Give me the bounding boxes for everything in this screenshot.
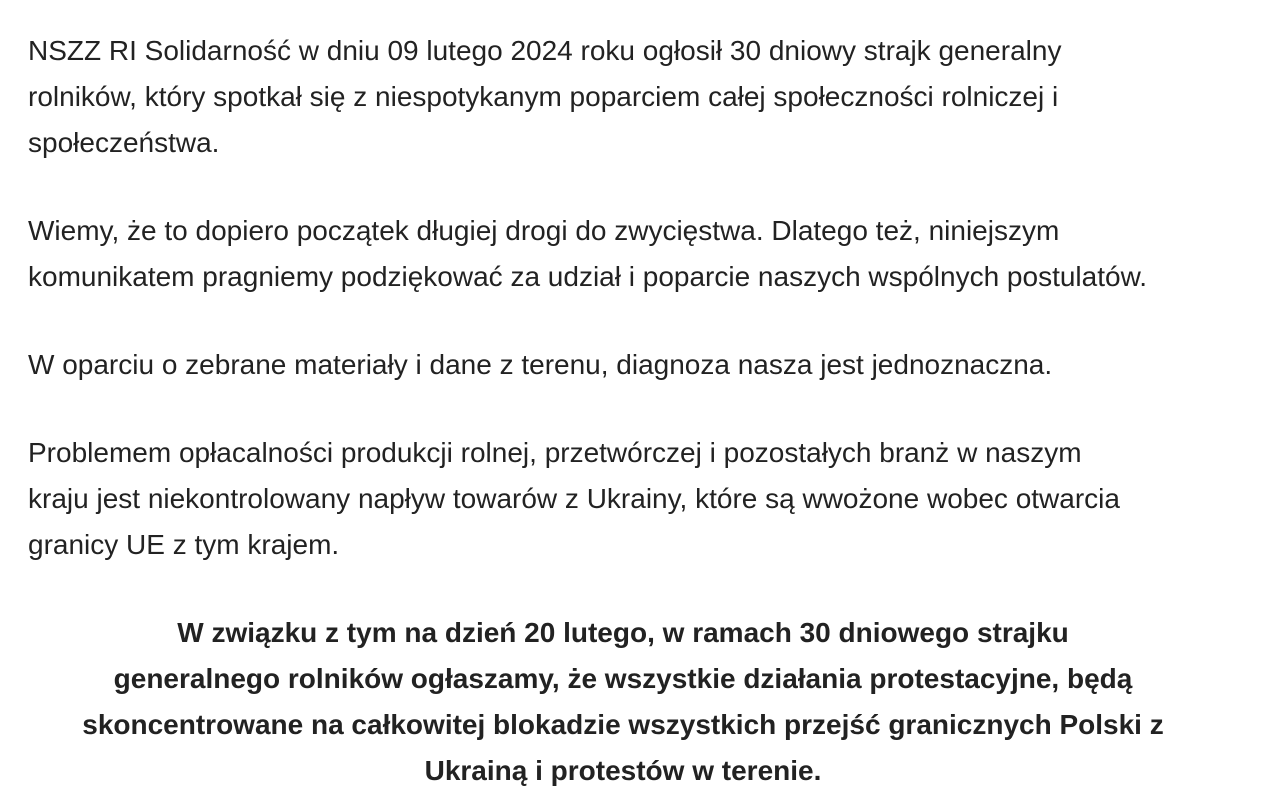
text-line: granicy UE z tym krajem. <box>28 529 340 560</box>
text-line: Wiemy, że to dopiero początek długiej drogi do zwycięstwa. Dlatego też, niniejszym <box>28 215 1060 246</box>
text-line: W związku z tym na dzień 20 lutego, w ramach 30 dniowego strajku <box>177 617 1069 648</box>
paragraph-blockade-announcement <box>28 610 1218 794</box>
paragraph-thanks <box>28 208 1218 300</box>
text-line: skoncentrowane na całkowitej blokadzie wszystkich przejść granicznych Polski z <box>82 709 1164 740</box>
paragraph-problem <box>28 430 1218 568</box>
paragraph-announcement <box>28 28 1218 166</box>
text-line: Problemem opłacalności produkcji rolnej, przetwórczej i pozostałych branż w naszym <box>28 437 1082 468</box>
text-line: NSZZ RI Solidarność w dniu 09 lutego 2024 roku ogłosił 30 dniowy strajk generalny <box>28 35 1062 66</box>
text-line: społeczeństwa. <box>28 127 220 158</box>
paragraph-diagnosis <box>28 342 1218 388</box>
text-line: komunikatem pragniemy podziękować za udział i poparcie naszych wspólnych postulatów. <box>28 261 1148 292</box>
text-line: generalnego rolników ogłaszamy, że wszystkie działania protestacyjne, będą <box>113 663 1133 694</box>
text-line: rolników, który spotkał się z niespotykanym poparciem całej społeczności rolniczej i <box>28 81 1059 112</box>
text-line: Ukrainą i protestów w terenie. <box>424 755 822 786</box>
text-line: kraju jest niekontrolowany napływ towarów z Ukrainy, które są wwożone wobec otwarcia <box>28 483 1120 514</box>
text-line: W oparciu o zebrane materiały i dane z terenu, diagnoza nasza jest jednoznaczna. <box>28 349 1053 380</box>
